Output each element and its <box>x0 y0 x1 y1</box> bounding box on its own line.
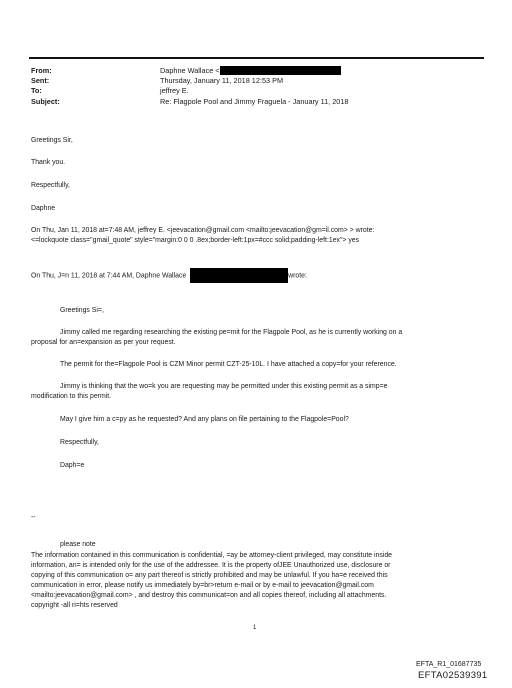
quoted-paragraph-line: modification to this permit. <box>31 393 112 400</box>
disclaimer-line: <mailto:jeevacation@gmail.com> , and destroy this communicat=on and all copies thereof, including all attachments. <box>31 592 387 599</box>
disclaimer-line: information, an= is intended only for the use of the addressee. It is the property ofJEE Unauthorized use, disclosure or <box>31 562 391 569</box>
quoted-greeting: Greetings Si=, <box>60 307 104 314</box>
sent-value: Thursday, January 11, 2018 12:53 PM <box>160 76 284 86</box>
page-number: 1 <box>253 625 257 631</box>
reply-thanks: Thank you. <box>31 159 66 166</box>
quoted-paragraph-line: Jimmy is thinking that the wo=k you are requesting may be permitted under this existing permit as a simp=e <box>60 383 388 390</box>
redaction-bar <box>220 66 341 75</box>
quoted-intro-suffix: wrote: <box>288 272 307 280</box>
reply-quote-line: On Thu, Jan 11, 2018 at=7:48 AM, jeffrey E. <jeevacation@gmail.com <mailto:jeevacation@gm=il.com> > wrote: <box>31 227 375 234</box>
disclaimer-line: copyright -all ri=hts reserved <box>31 602 118 609</box>
to-row <box>31 86 348 96</box>
quoted-closing: Respectfully, <box>60 439 99 446</box>
disclaimer-title: please note <box>60 541 96 548</box>
disclaimer-line: The information contained in this communication is confidential, =ay be attorney-client privileged, may constitute inside <box>31 552 392 559</box>
quoted-paragraph-line: Jimmy called me regarding researching the existing pe=mit for the Flagpole Pool, as he is currently working on a <box>60 329 403 336</box>
bates-id-small: EFTA_R1_01687735 <box>416 661 482 668</box>
header-rule <box>29 57 484 59</box>
quoted-paragraph-line: proposal for an=expansion as per your request. <box>31 339 176 346</box>
quoted-intro-text: On Thu, J=n 11, 2018 at 7:44 AM, Daphne Wallace <box>31 272 187 280</box>
quoted-paragraph: May I give him a c=py as he requested? And any plans on file pertaining to the Flagpole=Pool? <box>60 416 349 423</box>
reply-closing: Respectfully, <box>31 182 70 189</box>
disclaimer-line: communication in error, please notify us immediately by=br>return e-mail or by e-mail to jeevacation@gmail.com <box>31 582 374 589</box>
from-label: From: <box>31 66 52 75</box>
quoted-paragraph: The permit for the=Flagpole Pool is CZM Minor permit CZT-25-10L. I have attached a copy=for your reference. <box>60 361 397 368</box>
sent-label: Sent: <box>31 76 50 86</box>
subject-label: Subject: <box>31 96 60 106</box>
reply-quote-line: <=lockquote class="gmail_quote" style="margin:0 0 0 .8ex;border-left:1px=#ccc solid;padding-left:1ex"> yes <box>31 237 360 244</box>
quoted-intro <box>31 268 307 283</box>
subject-value: Re: Flagpole Pool and Jimmy Fraguela - January 11, 2018 <box>160 96 349 106</box>
disclaimer-line: copying of this communication o= any part thereof is strictly prohibited and may be unlawful. If you ha=e received this <box>31 572 388 579</box>
subject-row <box>31 97 348 107</box>
to-value: jeffrey E. <box>160 86 189 96</box>
redaction-bar <box>190 268 288 283</box>
bates-id-large: EFTA02539391 <box>418 670 488 681</box>
sent-row <box>31 76 348 86</box>
reply-signoff-name: Daphne <box>31 205 56 212</box>
from-value: Daphne Wallace < <box>160 66 220 75</box>
reply-greeting: Greetings Sir, <box>31 137 73 144</box>
from-row <box>31 66 348 76</box>
email-header <box>31 66 348 107</box>
quoted-signoff-name: Daph=e <box>60 462 85 469</box>
to-label: To: <box>31 86 42 96</box>
signature-dashes: -- <box>31 514 36 521</box>
